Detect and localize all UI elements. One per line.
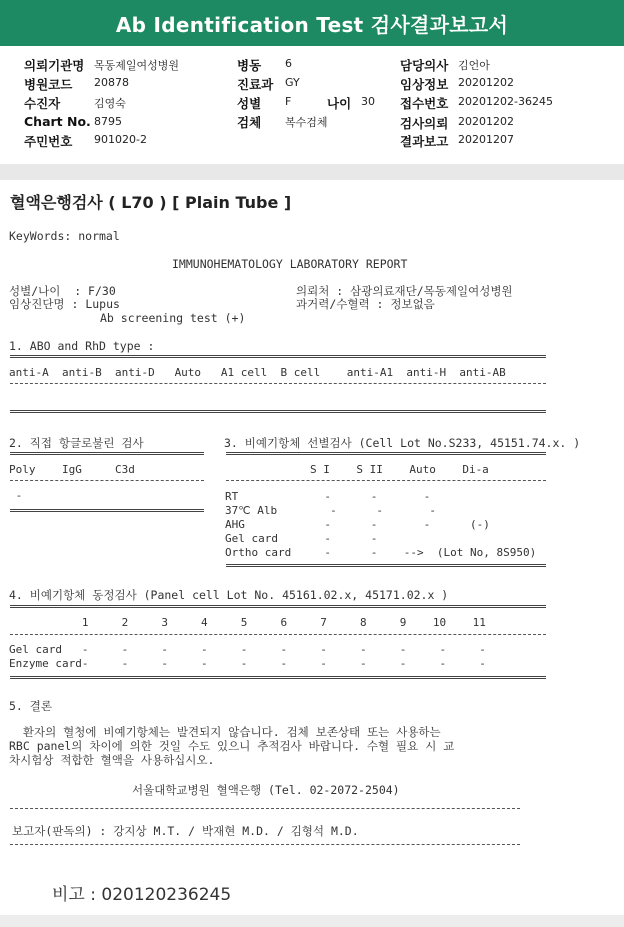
label-test-request: 검사의뢰 (400, 116, 449, 131)
section2-headers: Poly IgG C3d (9, 463, 135, 476)
label-result-report: 결과보고 (400, 134, 449, 149)
divider (10, 605, 546, 608)
value-ward: 6 (285, 57, 292, 70)
value-sex: F (285, 95, 292, 108)
lab-report-document (0, 180, 624, 927)
label-clinical-info: 임상정보 (400, 77, 449, 92)
value-hospital-code: 20878 (94, 76, 129, 89)
divider (10, 480, 204, 481)
label-requesting-institution: 의뢰기관명 (24, 58, 85, 73)
label-patient-name: 수진자 (24, 96, 61, 111)
clinical-diagnosis: 임상진단명 : Lupus (9, 297, 120, 311)
value-requesting-institution: 목동제일여성병원 (94, 59, 180, 72)
transfusion-history: 과거력/수혈력 : 정보없음 (296, 297, 435, 311)
divider (10, 355, 546, 358)
label-chart-no: Chart No. (24, 114, 91, 129)
section3-headers: S I S II Auto Di-a (310, 463, 489, 476)
requester: 의뢰처 : 삼광의료재단/목동제일여성병원 (296, 284, 513, 298)
conclusion-text: 환자의 혈청에 비예기항체는 발견되지 않습니다. 검체 보존상태 또는 사용하는 RBC panel의 차이에 의한 것일 수도 있으니 추적검사 바랍니다. 수혈 필요 시 교 차시험상 적합한 혈액을 사용하십시오. (9, 725, 455, 767)
label-hospital-code: 병원코드 (24, 77, 73, 92)
label-department: 진료과 (237, 77, 274, 92)
hospital-contact: 서울대학교병원 혈액은행 (Tel. 02-2072-2504) (132, 783, 400, 797)
value-age: 30 (361, 95, 375, 108)
divider (226, 564, 546, 567)
divider (10, 509, 204, 512)
value-clinical-info: 20201202 (458, 76, 514, 89)
section4-title: 4. 비예기항체 동정검사 (Panel cell Lot No. 45161.02.x, 45171.02.x ) (9, 588, 449, 602)
patient-info-panel (0, 54, 624, 164)
value-result-report: 20201207 (458, 133, 514, 146)
bottom-band (0, 915, 624, 927)
divider (10, 410, 546, 413)
remarks: 비고 : 020120236245 (52, 885, 232, 905)
reporter-line: 보고자(판독의) : 강지상 M.T. / 박재현 M.D. / 김형석 M.D. (12, 824, 359, 838)
screening-note: Ab screening test (+) (100, 311, 246, 325)
label-age: 나이 (327, 96, 352, 111)
report-section-title: 혈액은행검사 ( L70 ) [ Plain Tube ] (10, 193, 292, 212)
lab-report-title: IMMUNOHEMATOLOGY LABORATORY REPORT (172, 257, 408, 271)
section5-title: 5. 결론 (9, 699, 52, 713)
label-sex: 성별 (237, 96, 262, 111)
label-specimen: 검체 (237, 115, 262, 130)
section4-headers: 1 2 3 4 5 6 7 8 9 10 11 (9, 616, 486, 629)
divider (10, 808, 520, 809)
label-resident-number: 주민번호 (24, 134, 73, 149)
divider (10, 383, 546, 384)
section2-title: 2. 직접 항글로불린 검사 (9, 436, 144, 450)
section1-title: 1. ABO and RhD type : (9, 339, 155, 353)
report-title: Ab Identification Test 검사결과보고서 (115, 12, 509, 37)
value-receipt-number: 20201202-36245 (458, 95, 553, 108)
divider (226, 452, 546, 455)
divider (10, 676, 546, 679)
value-resident-number: 901020-2 (94, 133, 147, 146)
report-header (0, 0, 624, 46)
label-receipt-number: 접수번호 (400, 96, 449, 111)
value-attending-doctor: 김언아 (458, 59, 490, 72)
divider (226, 480, 546, 481)
label-ward: 병동 (237, 58, 262, 73)
section4-rows: Gel card - - - - - - - - - - - Enzyme card- - - - - - - - - - - (9, 643, 486, 670)
keywords: KeyWords: normal (9, 229, 120, 243)
section1-headers: anti-A anti-B anti-D Auto A1 cell B cell anti-A1 anti-H anti-AB (9, 366, 506, 379)
sex-age: 성별/나이 : F/30 (9, 284, 116, 298)
value-patient-name: 김영숙 (94, 97, 126, 110)
section3-rows: RT - - - 37℃ Alb - - - AHG - - - (-) Gel card - - Ortho card - - --> (Lot No, 8S950) (225, 490, 537, 559)
label-attending-doctor: 담당의사 (400, 58, 449, 73)
value-chart-no: 8795 (94, 115, 122, 128)
section2-values: - (9, 489, 23, 502)
divider (10, 452, 204, 455)
section3-title: 3. 비예기항체 선별검사 (Cell Lot No.S233, 45151.74.x. ) (224, 436, 581, 450)
divider (10, 634, 546, 635)
value-department: GY (285, 76, 300, 89)
value-test-request: 20201202 (458, 115, 514, 128)
divider (10, 844, 520, 845)
section-separator (0, 164, 624, 180)
value-specimen: 복수검체 (285, 116, 328, 129)
